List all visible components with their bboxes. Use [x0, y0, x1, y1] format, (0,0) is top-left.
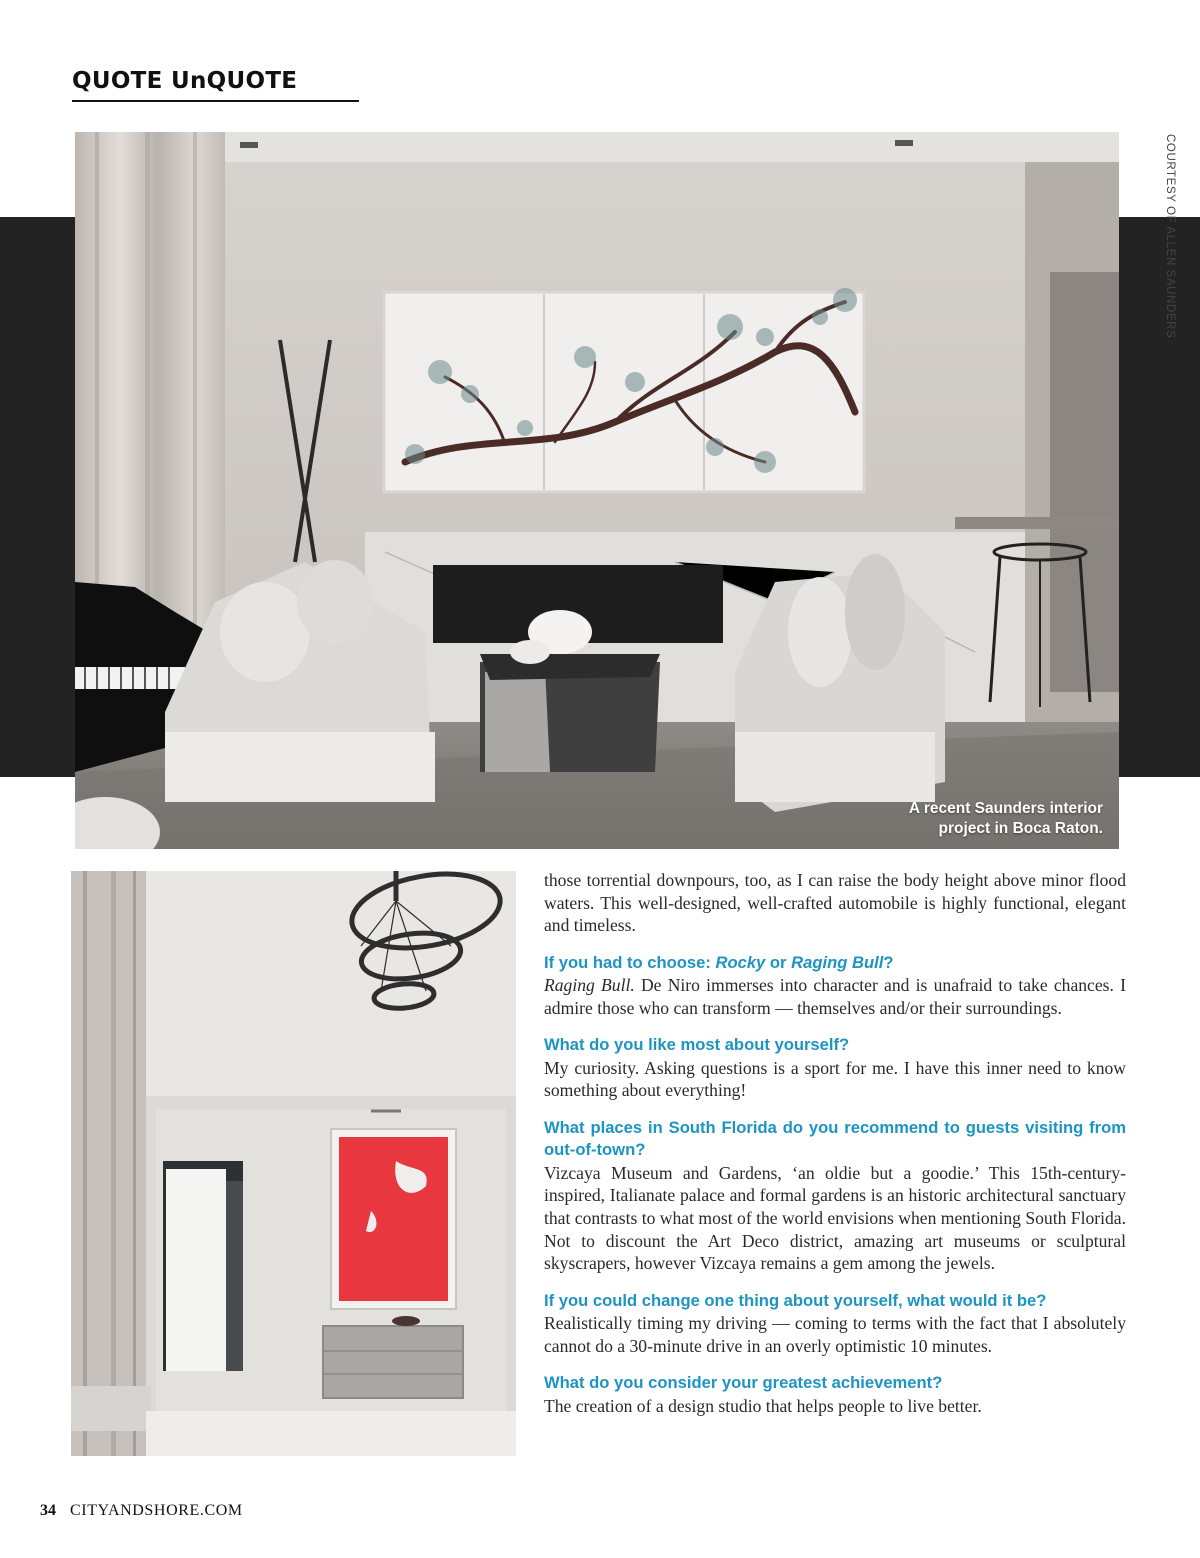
- article-body: [544, 869, 1126, 1417]
- question-south-florida-places: What places in South Florida do you recommend to guests visiting from out-of-town?: [544, 1117, 1126, 1160]
- caption-line-2: project in Boca Raton.: [938, 820, 1103, 837]
- question-greatest-achievement: What do you consider your greatest achievement?: [544, 1373, 943, 1393]
- section-title: QUOTE UnQUOTE: [72, 68, 298, 94]
- question-text: or: [765, 952, 792, 972]
- foyer-photo: [71, 871, 516, 1456]
- main-interior-photo: [75, 132, 1119, 849]
- answer-south-florida-places: Vizcaya Museum and Gardens, ‘an oldie but a goodie.’ This 15th-century-inspired, Italianate palace and formal gardens is an historic architectural sanctuary that contrasts to what most of the world envisions when mentioning South Florida. Not to discount the Art Deco district, amazing art museums or sculptural skyscrapers, however Vizcaya remains a gem among the jewels.: [544, 1162, 1127, 1274]
- answer-rocky-raging-bull: [544, 974, 1126, 1019]
- question-emphasis-raging-bull: Raging Bull: [791, 952, 884, 972]
- page-number: 34: [40, 1502, 56, 1519]
- answer-change-one-thing: Realistically timing my driving — coming to terms with the fact that I absolutely cannot do a 30-minute drive in an overly optimistic 10 minutes.: [544, 1313, 1126, 1356]
- article-intro-paragraph: those torrential downpours, too, as I can raise the body height above minor flood waters. This well-designed, well-crafted automobile is highly functional, elegant and timeless.: [544, 870, 1126, 936]
- question-like-most: What do you like most about yourself?: [544, 1035, 850, 1055]
- caption-line-1: A recent Saunders interior: [908, 800, 1103, 817]
- section-title-rule: [72, 100, 359, 102]
- living-room-illustration: [75, 132, 1119, 849]
- question-change-one-thing: If you could change one thing about yourself, what would it be?: [544, 1290, 1047, 1310]
- footer-site: CITYANDSHORE.COM: [70, 1502, 243, 1519]
- foyer-illustration: [71, 871, 516, 1456]
- page-footer: [40, 1502, 243, 1520]
- question-emphasis-rocky: Rocky: [715, 952, 766, 972]
- answer-emphasis: Raging Bull.: [544, 975, 635, 996]
- answer-text: De Niro immerses into character and is unafraid to take chances. I admire those who can transform — themselves and/or their surroundings.: [544, 975, 1126, 1018]
- photo-credit: COURTESY OF ALLEN SAUNDERS: [1164, 134, 1176, 339]
- answer-greatest-achievement: The creation of a design studio that helps people to live better.: [544, 1395, 982, 1416]
- answer-like-most: My curiosity. Asking questions is a sport for me. I have this inner need to know something about everything!: [544, 1057, 1126, 1101]
- photo-caption: [909, 799, 1103, 839]
- question-text: ?: [883, 952, 894, 972]
- question-text: If you had to choose:: [544, 952, 716, 972]
- question-rocky-raging-bull: [544, 952, 1126, 974]
